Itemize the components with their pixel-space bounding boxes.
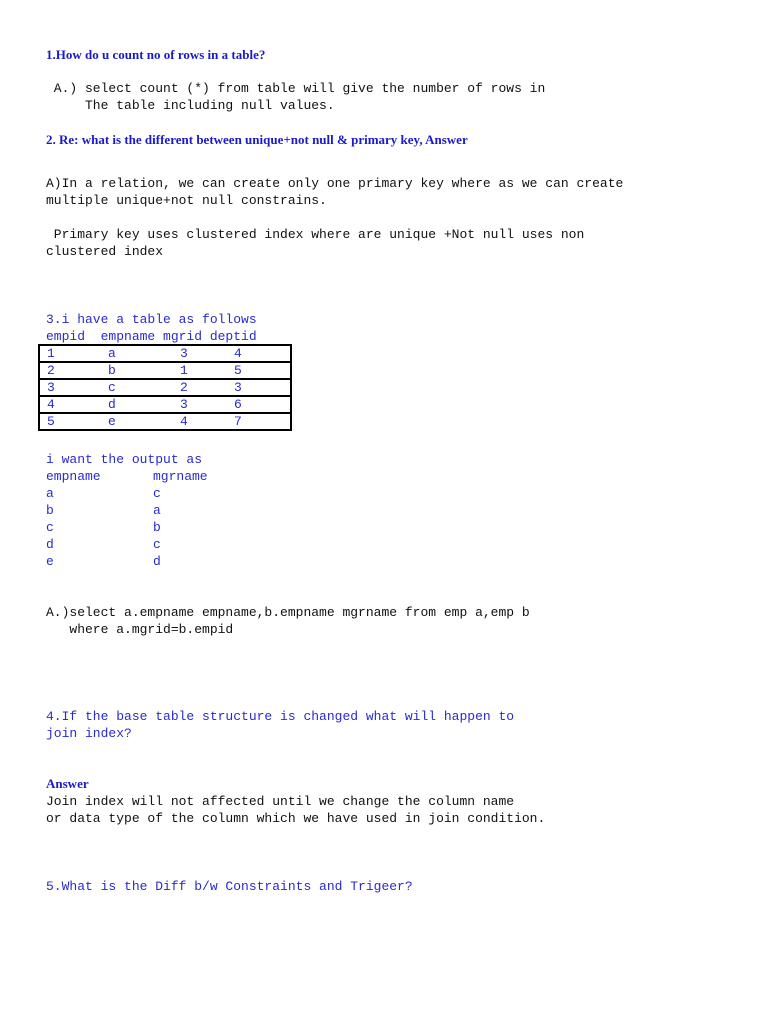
cell-mgrid: 3 [180,345,234,362]
q4-answer-line-2: or data type of the column which we have used in join condition. [46,811,546,826]
q2-answer-a-line-1: A)In a relation, we can create only one primary key where as we can create [46,176,624,191]
cell-empid: 4 [39,396,108,413]
q4-title-line-2: join index? [46,726,132,741]
output-mgrname: c [153,486,161,501]
cell-empid: 1 [39,345,108,362]
output-header-mgrname: mgrname [153,469,208,484]
q4-answer-line-1: Join index will not affected until we change the column name [46,794,515,809]
q3-table-header: empid empname mgrid deptid [46,329,257,344]
output-empname: a [46,486,54,501]
cell-mgrid: 2 [180,379,234,396]
cell-empid: 2 [39,362,108,379]
output-mgrname: b [153,520,161,535]
output-header-empname: empname [46,469,101,484]
q1-answer-line-1: A.) select count (*) from table will give the number of rows in [46,81,546,96]
output-empname: e [46,554,54,569]
output-row [46,553,161,570]
output-empname: c [46,520,54,535]
q1-answer-line-2: The table including null values. [46,98,335,113]
q1-title: 1.How do u count no of rows in a table? [46,47,266,62]
q2-title: 2. Re: what is the different between unique+not null & primary key, Answer [46,132,468,147]
q3-title: 3.i have a table as follows [46,312,257,327]
cell-deptid: 3 [234,379,291,396]
output-empname: d [46,537,54,552]
q3-output-intro: i want the output as [46,452,203,467]
q2-answer-a-line-2: multiple unique+not null constrains. [46,193,327,208]
table-row [39,413,291,430]
output-row [46,536,161,553]
table-row [39,396,291,413]
q2-answer-b-line-2: clustered index [46,244,164,259]
cell-mgrid: 4 [180,413,234,430]
cell-empid: 5 [39,413,108,430]
output-row [46,519,161,536]
cell-empname: d [108,396,180,413]
q4-answer-label: Answer [46,776,89,791]
cell-empname: c [108,379,180,396]
q5-title: 5.What is the Diff b/w Constraints and Trigeer? [46,879,413,894]
q4-title-line-1: 4.If the base table structure is changed what will happen to [46,709,515,724]
output-mgrname: d [153,554,161,569]
cell-empname: b [108,362,180,379]
cell-empname: a [108,345,180,362]
q2-answer-b-line-1: Primary key uses clustered index where are unique +Not null uses non [46,227,585,242]
cell-deptid: 6 [234,396,291,413]
cell-deptid: 5 [234,362,291,379]
output-mgrname: c [153,537,161,552]
output-mgrname: a [153,503,161,518]
output-empname: b [46,503,54,518]
table-row [39,362,291,379]
output-header [46,468,208,485]
output-row [46,502,161,519]
table-row [39,379,291,396]
q3-answer-line-1: A.)select a.empname empname,b.empname mgrname from emp a,emp b [46,605,530,620]
cell-empname: e [108,413,180,430]
q3-answer-line-2: where a.mgrid=b.empid [46,622,234,637]
output-row [46,485,161,502]
cell-mgrid: 1 [180,362,234,379]
cell-empid: 3 [39,379,108,396]
emp-table [38,344,292,431]
cell-mgrid: 3 [180,396,234,413]
cell-deptid: 4 [234,345,291,362]
cell-deptid: 7 [234,413,291,430]
table-row [39,345,291,362]
